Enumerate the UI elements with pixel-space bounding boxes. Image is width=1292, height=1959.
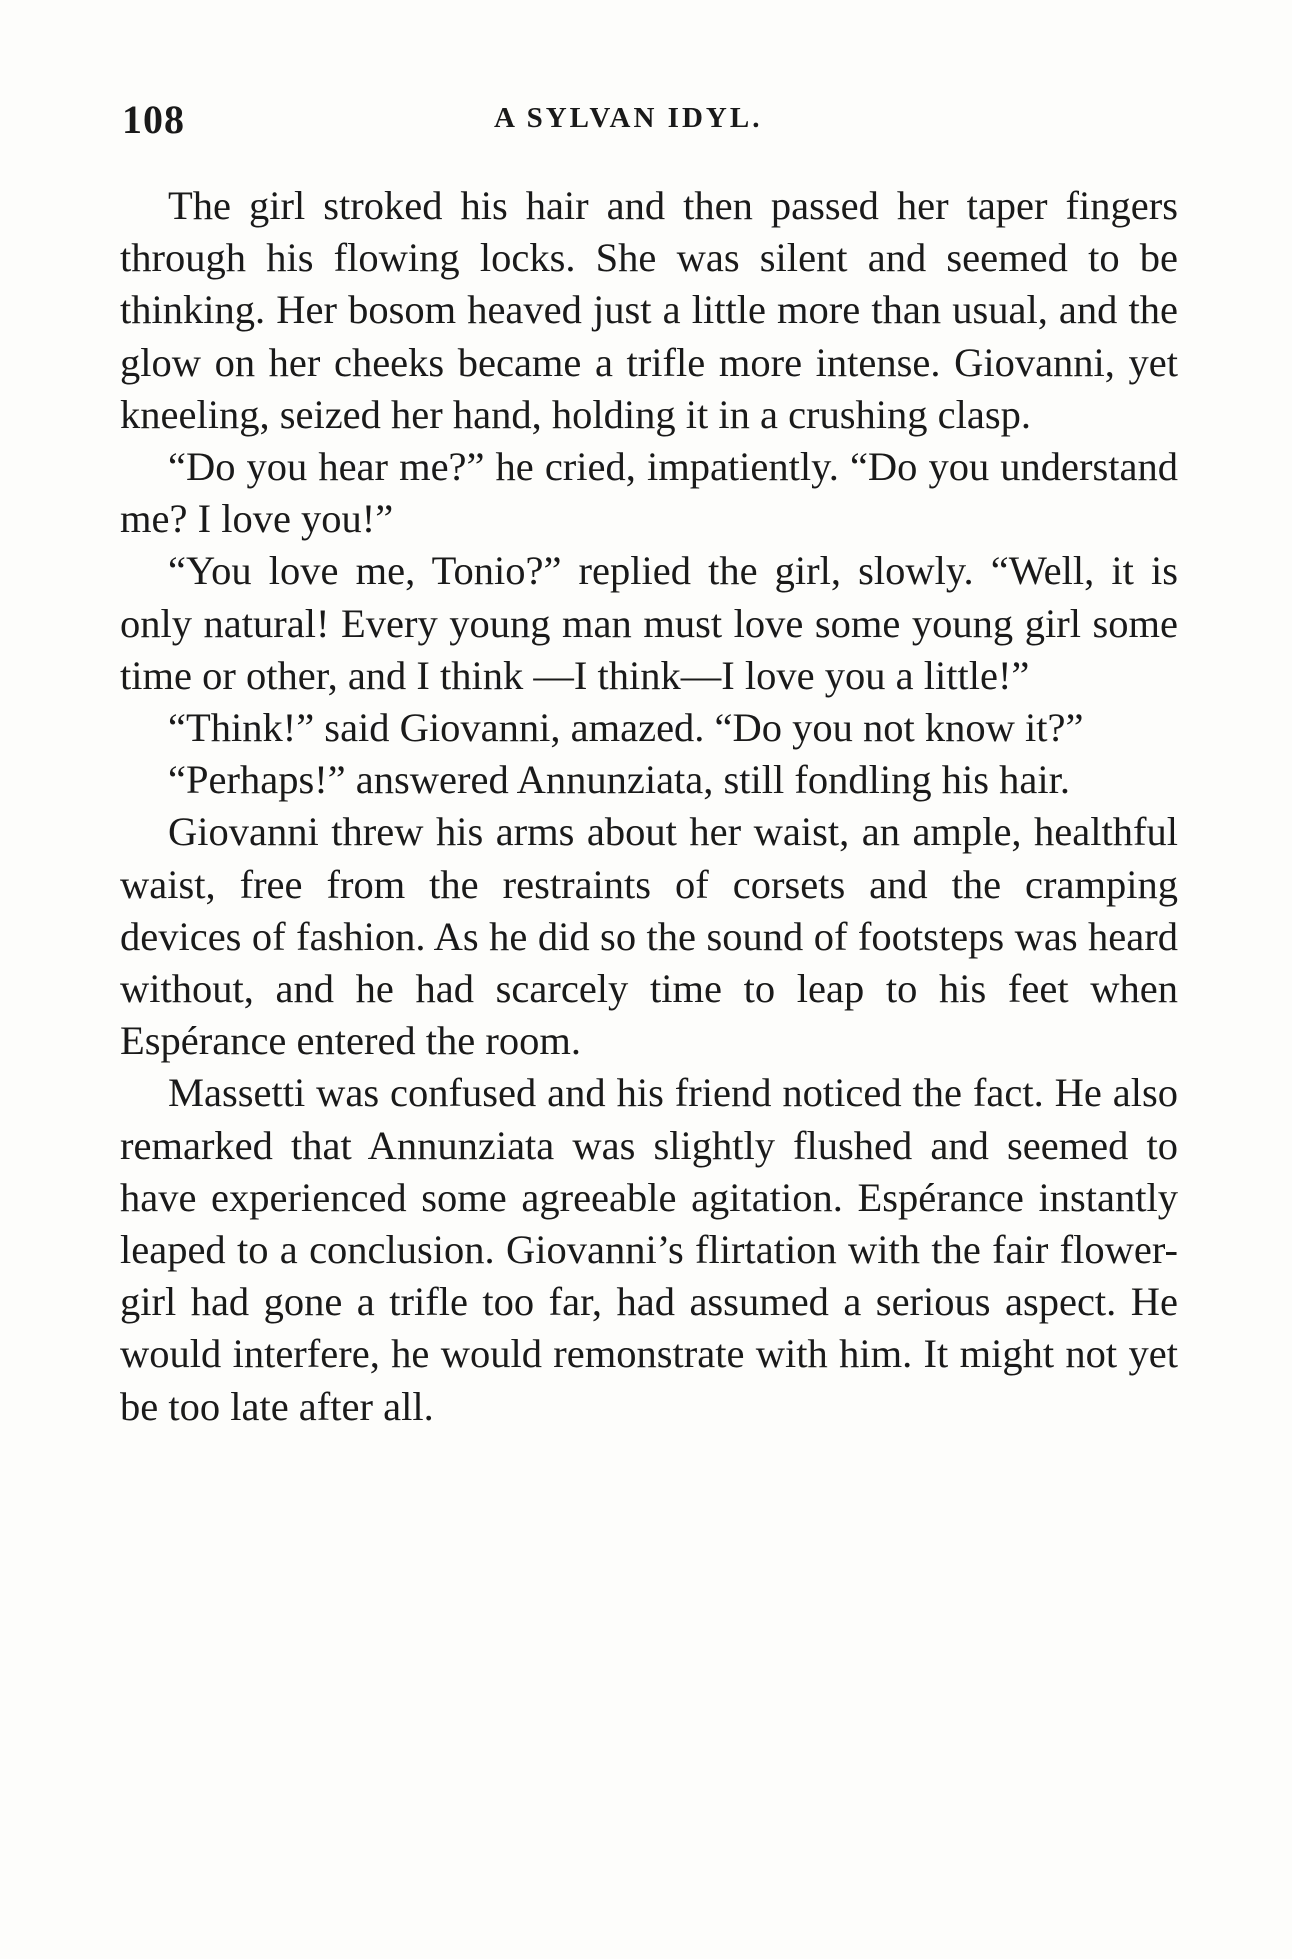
paragraph: “Do you hear me?” he cried, impatiently. “Do you understand me? I love you!” [120,444,1178,542]
paragraph: Giovanni threw his arms about her waist, an ample, healthful waist, free from the restraints of corsets and the cramping devices of fashion. As he did so the sound of footsteps was heard without, and he had scarcely time to leap to his feet when Espérance entered the room. [120,809,1178,1064]
paragraph: Massetti was confused and his friend noticed the fact. He also remarked that Annunziata was slightly flushed and seemed to have experienced some agreeable agitation. Espérance instantly leaped to a conclusion. Giovanni’s flirtation with the fair flower-girl had gone a trifle too far, had assumed a serious aspect. He would interfere, he would remonstrate with him. It might not yet be too late after all. [120,1070,1178,1429]
page-number: 108 [122,97,185,142]
running-title: A SYLVAN IDYL. [494,102,763,134]
paragraph: “You love me, Tonio?” replied the girl, slowly. “Well, it is only natural! Every young man must love some young girl some time or other, and I think —I think—I love you a little!” [120,548,1178,698]
paragraph: “Perhaps!” answered Annunziata, still fondling his hair. [168,757,1071,803]
paragraph: The girl stroked his hair and then passed her taper fingers through his flowing locks. She was silent and seemed to be thinking. Her bosom heaved just a little more than usual, and the glow on her cheeks became a trifle more intense. Giovanni, yet kneeling, seized her hand, holding it in a crushing clasp. [120,183,1178,437]
paragraph: “Think!” said Giovanni, amazed. “Do you not know it?” [168,705,1084,751]
body-text [120,180,1178,1433]
page-header [122,96,1182,146]
